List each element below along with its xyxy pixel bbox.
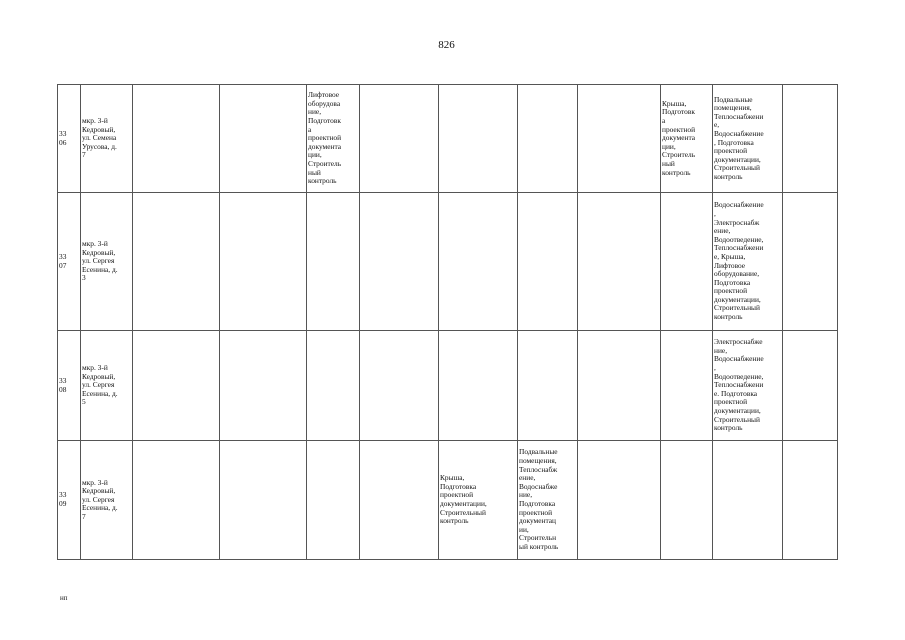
table-cell <box>220 331 307 441</box>
row-number: 33 08 <box>58 331 81 441</box>
row-number: 33 07 <box>58 193 81 331</box>
table-cell <box>518 85 578 193</box>
table-cell <box>783 193 838 331</box>
row-number: 33 09 <box>58 441 81 560</box>
table-row <box>58 441 838 560</box>
table-cell <box>220 441 307 560</box>
table-cell: Крыша, Подготовк а проектной документа ции, Строитель ный контроль <box>661 85 713 193</box>
table-cell <box>360 441 439 560</box>
table-cell: Крыша, Подготовка проектной документации, Строительный контроль <box>439 441 518 560</box>
table-cell <box>133 441 220 560</box>
table-cell <box>133 85 220 193</box>
row-number: 33 06 <box>58 85 81 193</box>
table-row <box>58 193 838 331</box>
table-cell <box>518 193 578 331</box>
row-address: мкр. 3-й Кедровый, ул. Семена Урусова, д. 7 <box>81 85 133 193</box>
table-cell <box>713 441 783 560</box>
footer-mark: нп <box>60 594 68 602</box>
repair-schedule-table <box>57 84 838 560</box>
table-cell <box>439 331 518 441</box>
table-cell <box>360 331 439 441</box>
table-cell <box>783 331 838 441</box>
table-cell <box>661 331 713 441</box>
table-cell <box>783 85 838 193</box>
table-cell <box>518 331 578 441</box>
table-cell <box>783 441 838 560</box>
table-cell <box>220 85 307 193</box>
table-cell <box>307 331 360 441</box>
table-cell: Водоснабжение , Электроснабж ение, Водоотведение, Теплоснабжени е, Крыша, Лифтовое оборудование, Подготовка проектной документации, Строительный контроль <box>713 193 783 331</box>
table-row <box>58 85 838 193</box>
table-cell <box>307 193 360 331</box>
table-cell <box>133 193 220 331</box>
table-cell: Электроснабже ние, Водоснабжение , Водоотведение, Теплоснабжени е. Подготовка проектной документации, Строительный контроль <box>713 331 783 441</box>
table-cell <box>578 85 661 193</box>
table-cell <box>578 193 661 331</box>
table-cell: Подвальные помещения, Теплоснабжени е, Водоснабжение , Подготовка проектной документации, Строительный контроль <box>713 85 783 193</box>
table-cell <box>661 193 713 331</box>
page-number: 826 <box>438 39 455 51</box>
table-cell <box>439 85 518 193</box>
table-cell <box>360 193 439 331</box>
table-cell <box>661 441 713 560</box>
table-cell <box>220 193 307 331</box>
row-address: мкр. 3-й Кедровый, ул. Сергея Есенина, д. 7 <box>81 441 133 560</box>
table-cell <box>578 441 661 560</box>
table-cell: Лифтовое оборудова ние, Подготовк а проектной документа ции, Строитель ный контроль <box>307 85 360 193</box>
table-row <box>58 331 838 441</box>
table-cell <box>307 441 360 560</box>
row-address: мкр. 3-й Кедровый, ул. Сергея Есенина, д. 5 <box>81 331 133 441</box>
table-cell <box>133 331 220 441</box>
table-cell <box>439 193 518 331</box>
table-cell <box>578 331 661 441</box>
table-cell <box>360 85 439 193</box>
table-cell: Подвальные помещения, Теплоснабж ение, Водоснабже ние, Подготовка проектной документац ии, Строительн ый контроль <box>518 441 578 560</box>
row-address: мкр. 3-й Кедровый, ул. Сергея Есенина, д. 3 <box>81 193 133 331</box>
